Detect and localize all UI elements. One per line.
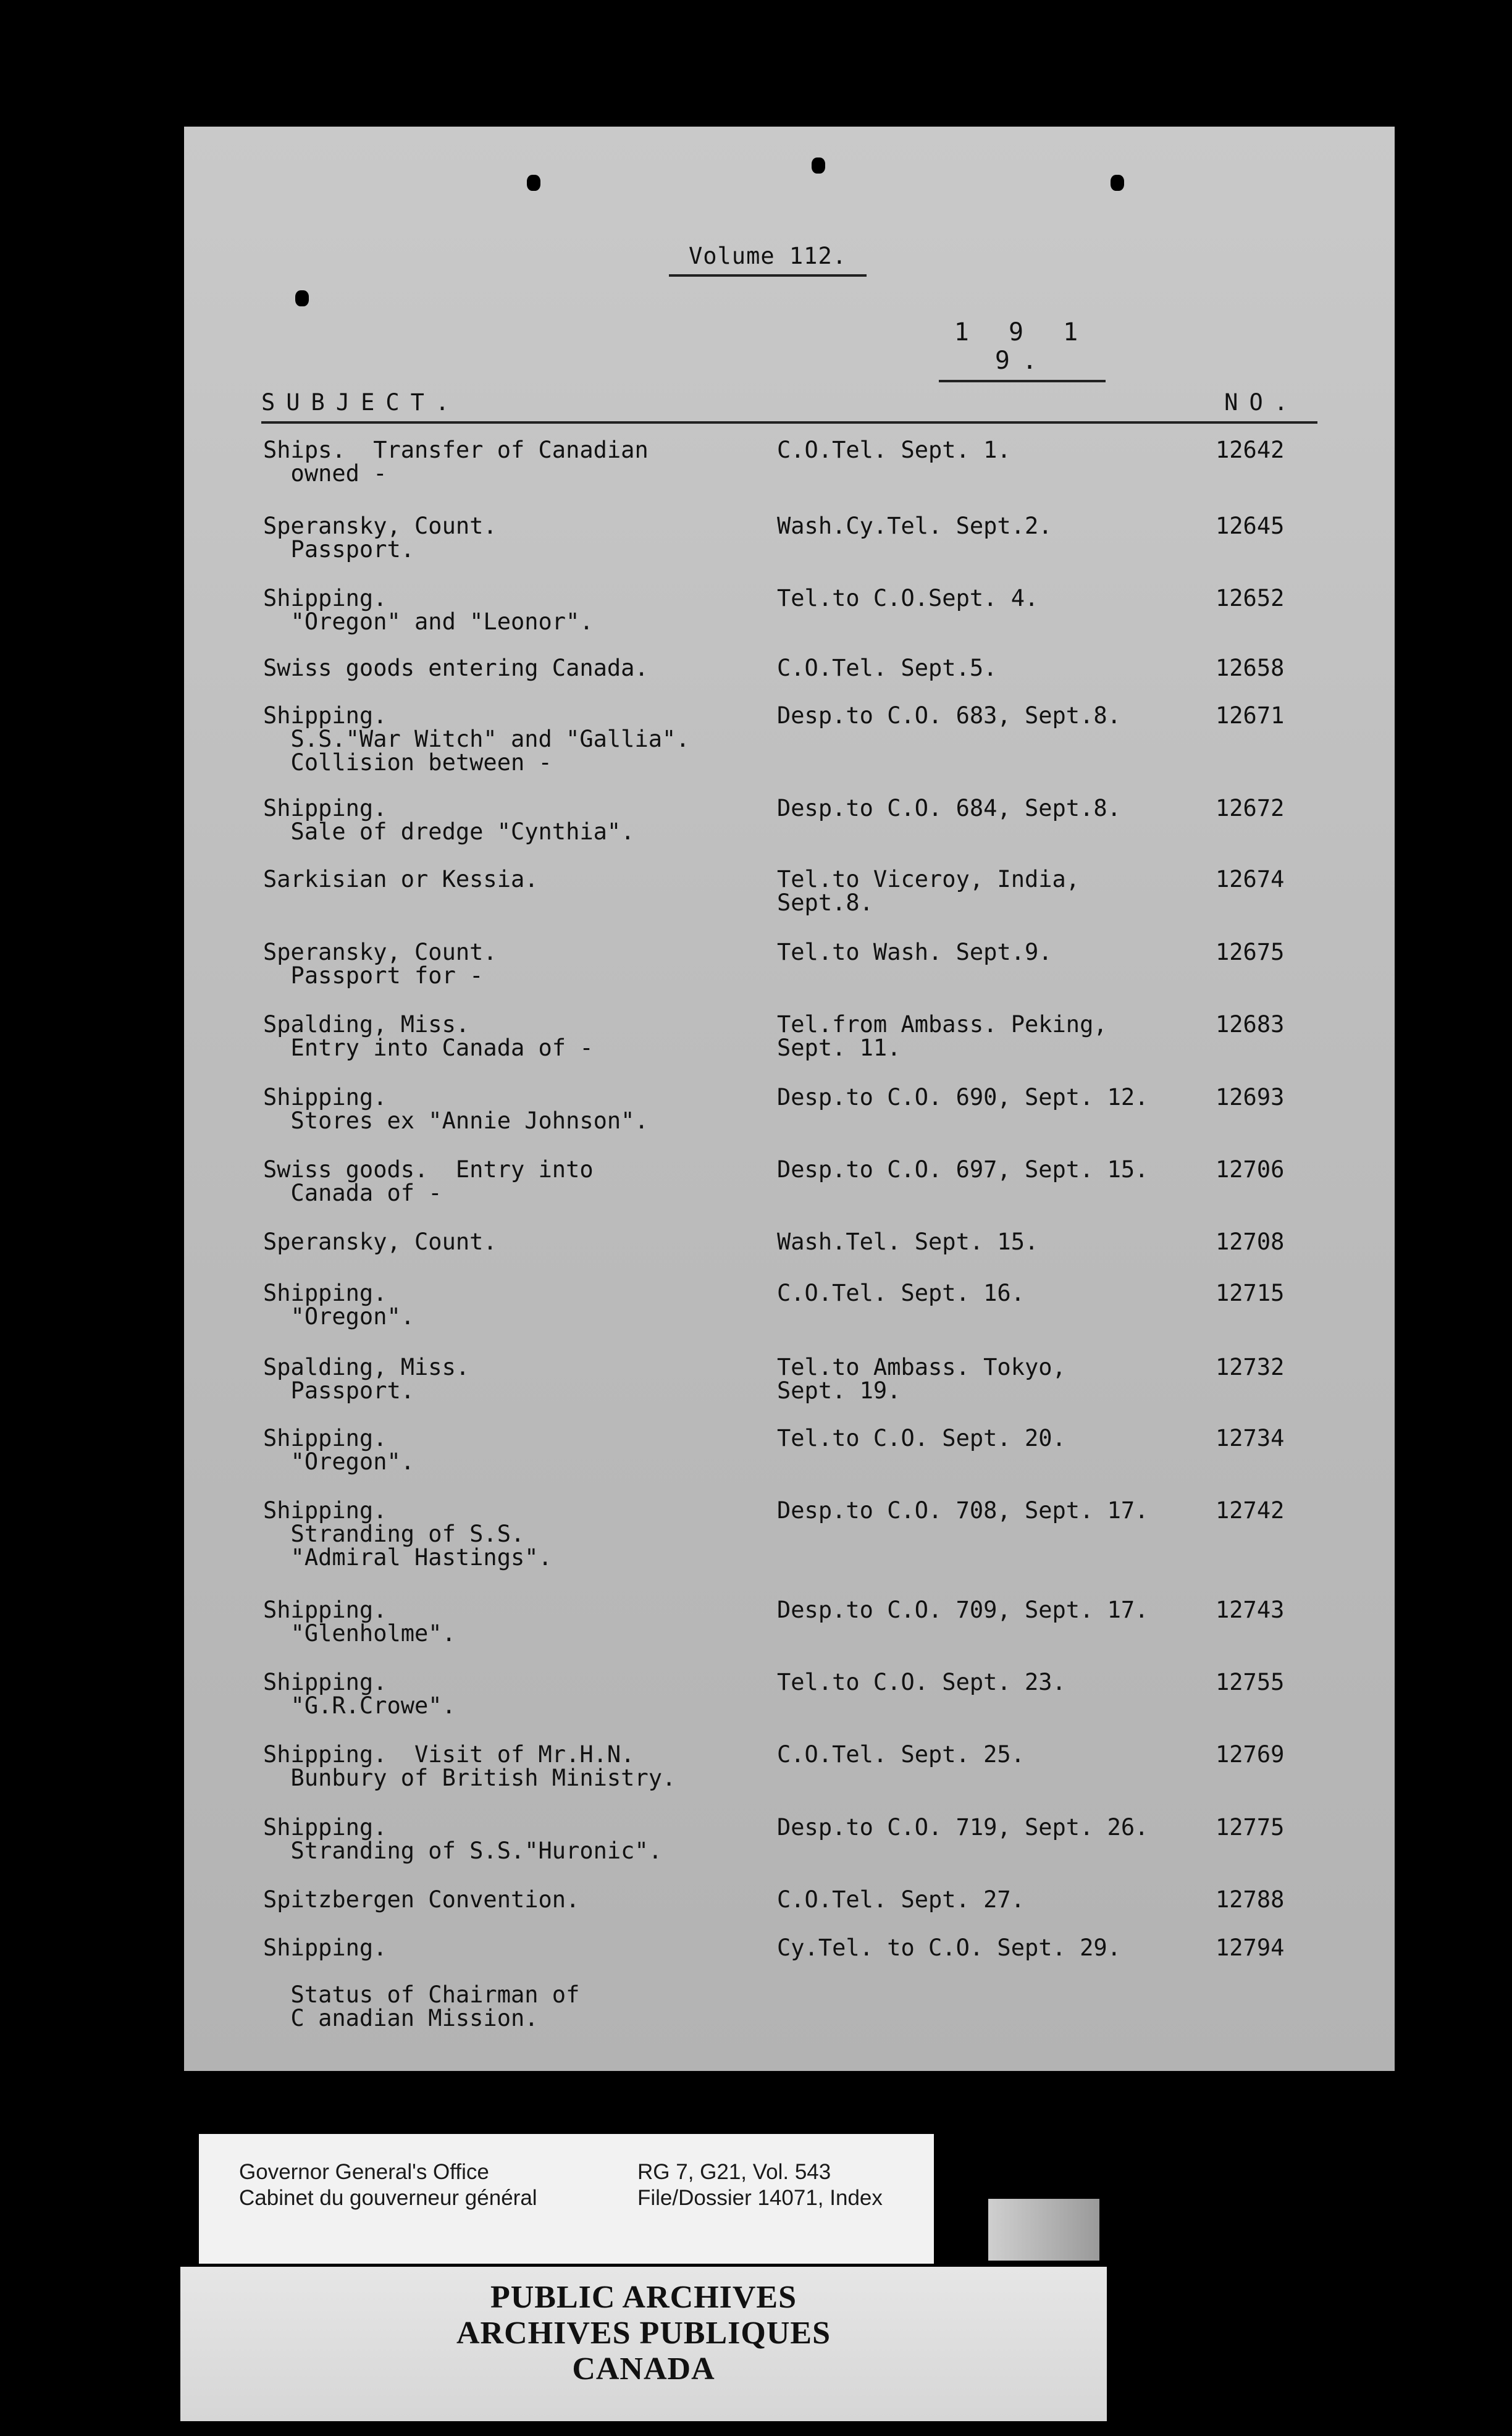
entry-subject: Speransky, Count. Passport.	[263, 513, 497, 563]
entry-number: 12788	[1216, 1886, 1285, 1913]
punch-hole	[527, 175, 540, 191]
entry-number: 12652	[1216, 585, 1285, 611]
entry-subject: Swiss goods entering Canada.	[263, 655, 649, 681]
subject-header: SUBJECT.	[261, 389, 461, 416]
entry-subject: Shipping. "Oregon".	[263, 1425, 415, 1475]
entry-number: 12675	[1216, 939, 1285, 965]
stamp-line-1: PUBLIC ARCHIVES	[490, 2280, 797, 2315]
entry-subject: Shipping. S.S."War Witch" and "Gallia". Collision between -	[263, 702, 690, 776]
entry-subject: Shipping. "Oregon" and "Leonor".	[263, 585, 594, 635]
entry-number: 12708	[1216, 1228, 1285, 1255]
entry-reference: Desp.to C.O. 709, Sept. 17.	[777, 1597, 1149, 1623]
entry-subject: Speransky, Count.	[263, 1228, 497, 1255]
entry-reference: Tel.to C.O. Sept. 20.	[777, 1425, 1066, 1451]
archives-stamp	[180, 2267, 1107, 2421]
entry-subject: Shipping. "Glenholme".	[263, 1597, 456, 1647]
entry-number: 12674	[1216, 866, 1285, 892]
entry-subject: Shipping. Stores ex "Annie Johnson".	[263, 1084, 649, 1134]
entry-number: 12794	[1216, 1934, 1285, 1961]
entry-reference: Desp.to C.O. 690, Sept. 12.	[777, 1084, 1149, 1111]
year-heading: 1 9 1 9.	[939, 318, 1106, 382]
entry-reference: Tel.to Wash. Sept.9.	[777, 939, 1052, 965]
file-reference: File/Dossier 14071, Index	[637, 2186, 883, 2210]
record-group: RG 7, G21, Vol. 543	[637, 2160, 831, 2184]
entry-reference: C.O.Tel. Sept. 25.	[777, 1741, 1025, 1768]
entry-reference: Desp.to C.O. 708, Sept. 17.	[777, 1497, 1149, 1524]
entry-reference: Tel.to Viceroy, India, Sept.8.	[777, 866, 1080, 916]
punch-hole	[1111, 175, 1124, 191]
entry-subject: Speransky, Count. Passport for -	[263, 939, 497, 989]
entry-subject: Spalding, Miss. Passport.	[263, 1354, 470, 1404]
entry-number: 12683	[1216, 1011, 1285, 1038]
entry-subject: Shipping. Status of Chairman of C anadian Mission.	[263, 1934, 580, 2031]
number-header: NO.	[1224, 389, 1299, 416]
entry-reference: Wash.Cy.Tel. Sept.2.	[777, 513, 1052, 539]
entry-reference: Tel.to C.O.Sept. 4.	[777, 585, 1039, 611]
entry-subject: Shipping. "Oregon".	[263, 1280, 415, 1330]
entry-number: 12734	[1216, 1425, 1285, 1451]
entry-subject: Shipping. Stranding of S.S."Huronic".	[263, 1814, 663, 1864]
entry-subject: Shipping. Stranding of S.S. "Admiral Hastings".	[263, 1497, 552, 1571]
entry-reference: Tel.to C.O. Sept. 23.	[777, 1669, 1066, 1695]
entry-number: 12642	[1216, 437, 1285, 463]
volume-title: Volume 112.	[669, 243, 867, 277]
entry-reference: Cy.Tel. to C.O. Sept. 29.	[777, 1934, 1121, 1961]
office-name-en: Governor General's Office	[239, 2160, 489, 2184]
entry-reference: C.O.Tel. Sept. 27.	[777, 1886, 1025, 1913]
entry-subject: Spalding, Miss. Entry into Canada of -	[263, 1011, 594, 1061]
entry-reference: Desp.to C.O. 683, Sept.8.	[777, 702, 1121, 729]
entry-reference: Wash.Tel. Sept. 15.	[777, 1228, 1039, 1255]
entry-reference: Desp.to C.O. 719, Sept. 26.	[777, 1814, 1149, 1841]
stamp-line-3: CANADA	[572, 2351, 715, 2387]
entry-subject: Sarkisian or Kessia.	[263, 866, 539, 892]
entry-number: 12706	[1216, 1156, 1285, 1183]
entry-number: 12671	[1216, 702, 1285, 729]
entry-number: 12769	[1216, 1741, 1285, 1768]
entry-number: 12645	[1216, 513, 1285, 539]
entry-number: 12715	[1216, 1280, 1285, 1306]
office-name-fr: Cabinet du gouverneur général	[239, 2186, 537, 2210]
entry-subject: Shipping. Sale of dredge "Cynthia".	[263, 795, 635, 845]
label-tab	[988, 2199, 1099, 2261]
entry-subject: Spitzbergen Convention.	[263, 1886, 580, 1913]
entry-reference: Desp.to C.O. 697, Sept. 15.	[777, 1156, 1149, 1183]
entry-number: 12732	[1216, 1354, 1285, 1380]
entry-reference: Tel.to Ambass. Tokyo, Sept. 19.	[777, 1354, 1066, 1404]
entry-reference: Desp.to C.O. 684, Sept.8.	[777, 795, 1121, 821]
entry-number: 12693	[1216, 1084, 1285, 1111]
column-header	[261, 389, 1317, 424]
entry-number: 12775	[1216, 1814, 1285, 1841]
entry-subject: Swiss goods. Entry into Canada of -	[263, 1156, 594, 1206]
entry-number: 12672	[1216, 795, 1285, 821]
entry-reference: C.O.Tel. Sept. 16.	[777, 1280, 1025, 1306]
punch-hole	[295, 290, 309, 306]
entry-subject: Ships. Transfer of Canadian owned -	[263, 437, 649, 487]
entry-number: 12743	[1216, 1597, 1285, 1623]
entry-number: 12658	[1216, 655, 1285, 681]
entry-number: 12755	[1216, 1669, 1285, 1695]
entry-reference: C.O.Tel. Sept. 1.	[777, 437, 1011, 463]
document-page	[184, 127, 1395, 2071]
punch-hole	[812, 158, 825, 174]
entry-reference: Tel.from Ambass. Peking, Sept. 11.	[777, 1011, 1107, 1061]
entry-number: 12742	[1216, 1497, 1285, 1524]
stamp-line-2: ARCHIVES PUBLIQUES	[456, 2316, 831, 2351]
entry-reference: C.O.Tel. Sept.5.	[777, 655, 998, 681]
entry-subject: Shipping. "G.R.Crowe".	[263, 1669, 456, 1719]
archive-label	[199, 2134, 934, 2264]
entry-subject: Shipping. Visit of Mr.H.N. Bunbury of British Ministry.	[263, 1741, 676, 1791]
